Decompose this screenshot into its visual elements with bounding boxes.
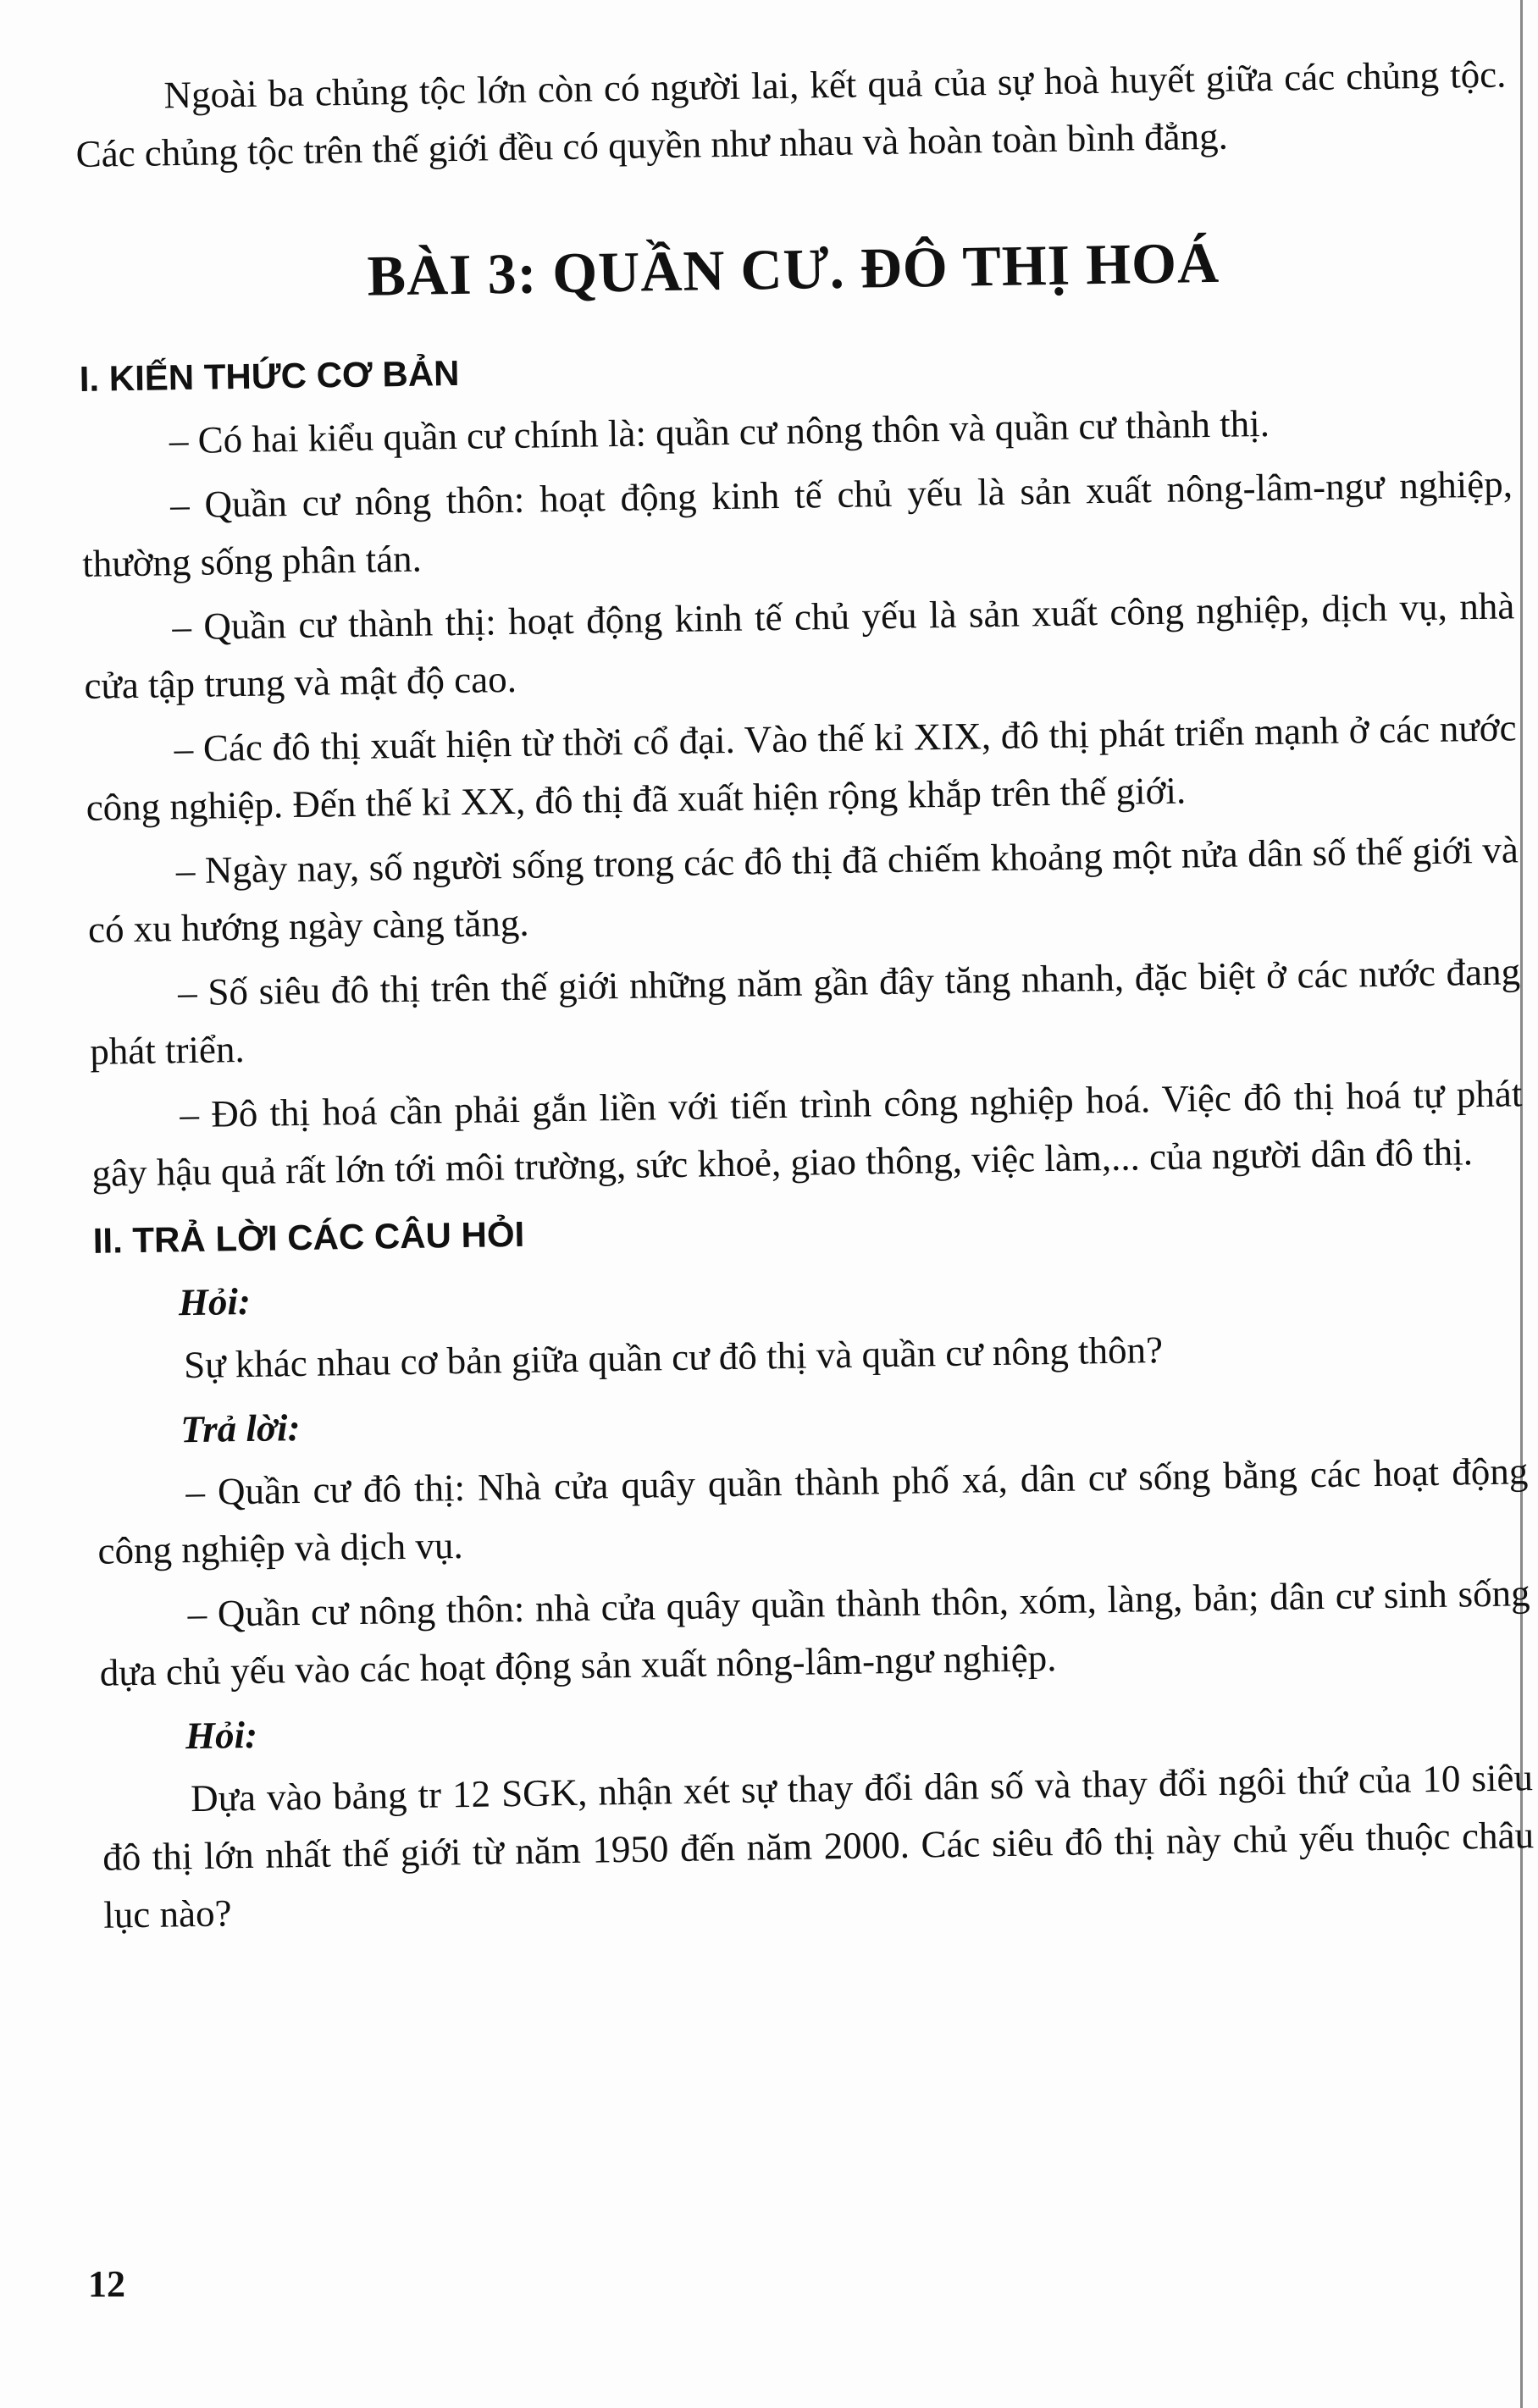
knowledge-paragraph: – Đô thị hoá cần phải gắn liền với tiến trình công nghiệp hoá. Việc đô thị hoá tự phát gây hậu quả rất lớn tới môi trường, sức khoẻ, giao thông, việc làm,... của người dân đô thị. (91, 1072, 1523, 1195)
knowledge-paragraph: – Quần cư nông thôn: hoạt động kinh tế chủ yếu là sản xuất nông-lâm-ngư nghiệp, thường sống phân tán. (81, 462, 1513, 585)
answer-paragraph: – Quần cư đô thị: Nhà cửa quây quần thành phố xá, dân cư sống bằng các hoạt động công nghiệp và dịch vụ. (97, 1450, 1529, 1572)
question-text: Dựa vào bảng tr 12 SGK, nhận xét sự thay đổi dân số và thay đổi ngôi thứ của 10 siêu đô thị lớn nhất thế giới từ năm 1950 đến năm 2000. Các siêu đô thị này chủ yếu thuộc châu lục nào? (102, 1756, 1535, 1936)
knowledge-paragraph: – Số siêu đô thị trên thế giới những năm gần đây tăng nhanh, đặc biệt ở các nước đang phát triển. (89, 950, 1521, 1073)
intro-paragraph: Ngoài ba chủng tộc lớn còn có người lai, kết quả của sự hoà huyết giữa các chủng tộc. Các chủng tộc trên thế giới đều có quyền như nhau và hoàn toàn bình đẳng. (75, 52, 1507, 175)
knowledge-paragraph: – Ngày nay, số người sống trong các đô thị đã chiếm khoảng một nửa dân số thế giới và có xu hướng ngày càng tăng. (87, 828, 1519, 951)
page-content (75, 45, 1535, 1950)
answer-paragraph: – Quần cư nông thôn: nhà cửa quây quần thành thôn, xóm, làng, bản; dân cư sinh sống dựa chủ yếu vào các hoạt động sản xuất nông-lâm-ngư nghiệp. (99, 1571, 1530, 1694)
question-label: Hỏi: (178, 1279, 252, 1324)
knowledge-paragraph: – Các đô thị xuất hiện từ thời cổ đại. Vào thế kỉ XIX, đô thị phát triển mạnh ở các nước công nghiệp. Đến thế kỉ XX, đô thị đã xuất hiện rộng khắp trên thế giới. (86, 706, 1517, 829)
section-heading-basic-knowledge: I. KIẾN THỨC CƠ BẢN (79, 352, 460, 399)
section-heading-answers: II. TRẢ LỜI CÁC CÂU HỎI (92, 1213, 525, 1261)
knowledge-paragraph: – Quần cư thành thị: hoạt động kinh tế chủ yếu là sản xuất công nghiệp, dịch vụ, nhà cửa tập trung và mật độ cao. (84, 584, 1515, 707)
page-number: 12 (88, 2263, 125, 2305)
question-text: Sự khác nhau cơ bản giữa quần cư đô thị và quần cư nông thôn? (183, 1328, 1164, 1387)
knowledge-paragraph: – Có hai kiểu quần cư chính là: quần cư nông thôn và quần cư thành thị. (169, 401, 1270, 462)
lesson-title: BÀI 3: QUẦN CƯ. ĐÔ THỊ HOÁ (367, 229, 1220, 308)
answer-label: Trả lời: (180, 1406, 301, 1451)
question-label: Hỏi: (185, 1713, 258, 1758)
